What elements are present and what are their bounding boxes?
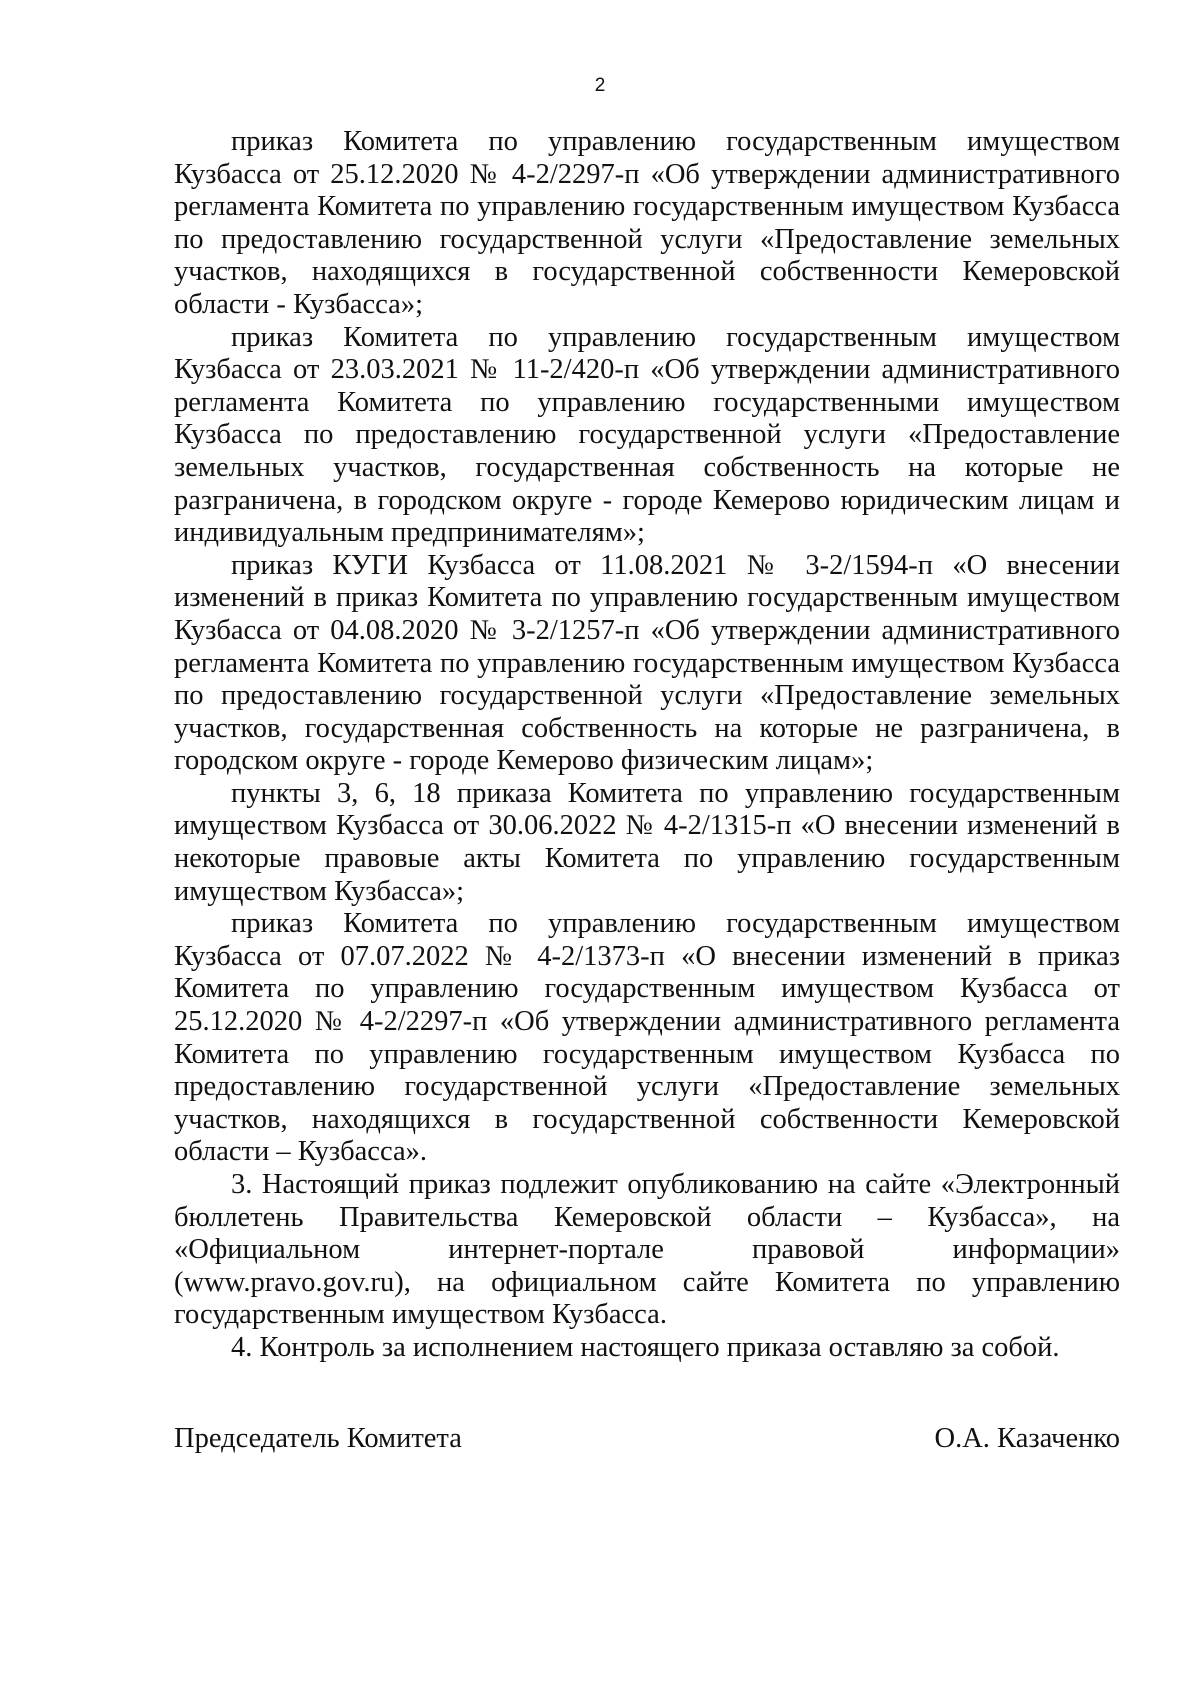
signature-block <box>174 1423 1120 1456</box>
paragraph-order-1373: приказ Комитета по управлению государственным имуществом Кузбасса от 07.07.2022 № 4-2/1373-п «О внесении изменений в приказ Комитета по управлению государственным имуществом Кузбасса от 25.12.2020 № 4-2/2297-п «Об утверждении административного регламента Комитета по управлению государственным имуществом Кузбасса по предоставлению государственной услуги «Предоставление земельных участков, находящихся в государственной собственности Кемеровской области – Кузбасса». <box>174 908 1120 1168</box>
paragraph-order-1594: приказ КУГИ Кузбасса от 11.08.2021 № 3-2/1594-п «О внесении изменений в приказ Комитета по управлению государственным имуществом Кузбасса от 04.08.2020 № 3-2/1257-п «Об утверждении административного регламента Комитета по управлению государственным имуществом Кузбасса по предоставлению государственной услуги «Предоставление земельных участков, государственная собственность на которые не разграничена, в городском округе - городе Кемерово физическим лицам»; <box>174 549 1120 777</box>
paragraph-control: 4. Контроль за исполнением настоящего приказа оставляю за собой. <box>231 1331 1060 1363</box>
paragraph-order-2297: приказ Комитета по управлению государственным имуществом Кузбасса от 25.12.2020 № 4-2/2297-п «Об утверждении административного регламента Комитета по управлению государственным имуществом Кузбасса по предоставлению государственной услуги «Предоставление земельных участков, находящихся в государственной собственности Кемеровской области - Кузбасса»; <box>174 126 1120 320</box>
signatory-name: О.А. Казаченко <box>934 1423 1120 1454</box>
paragraph-publication: 3. Настоящий приказ подлежит опубликованию на сайте «Электронный бюллетень Правительства Кемеровской области – Кузбасса», на «Официальном интернет-портале правовой информации» (www.pravo.gov.ru), на официальном сайте Комитета по управлению государственным имуществом Кузбасса. <box>174 1169 1120 1331</box>
signatory-position: Председатель Комитета <box>174 1423 462 1454</box>
page-number: 2 <box>594 75 606 96</box>
paragraph-order-420: приказ Комитета по управлению государственным имуществом Кузбасса от 23.03.2021 № 11-2/420-п «Об утверждении административного регламента Комитета по управлению государственными имуществом Кузбасса по предоставлению государственной услуги «Предоставление земельных участков, государственная собственность на которые не разграничена, в городском округе - городе Кемерово юридическим лицам и индивидуальным предпринимателям»; <box>174 321 1120 549</box>
paragraph-order-1315: пункты 3, 6, 18 приказа Комитета по управлению государственным имуществом Кузбасса от 30.06.2022 № 4-2/1315-п «О внесении изменений в некоторые правовые акты Комитета по управлению государственным имуществом Кузбасса»; <box>174 777 1120 907</box>
document-body <box>174 126 1120 1365</box>
